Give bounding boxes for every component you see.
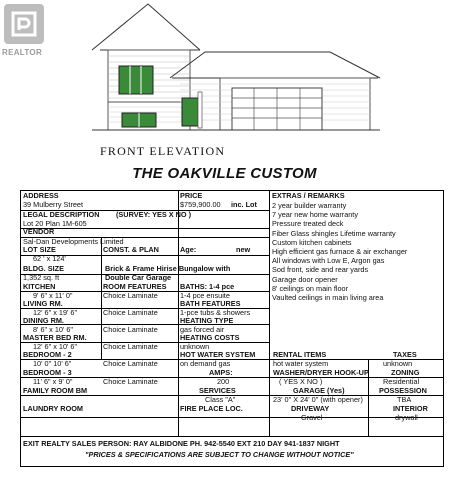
heating-type-value: gas forced air — [180, 325, 225, 334]
master-bedroom-label: MASTER BED RM. — [23, 333, 87, 342]
bath-features-value: 1-pce tubs & showers — [180, 308, 251, 317]
vendor-value: Sal-Dan Developments Limited — [23, 237, 124, 246]
age-label: Age: — [180, 245, 197, 254]
extras-item: 8' ceilings on main floor — [272, 283, 349, 293]
taxes-value: unknown — [383, 359, 413, 368]
bedroom-2-label: BEDROOM - 2 — [23, 350, 72, 359]
kitchen-features: Choice Laminate — [103, 291, 158, 300]
kitchen-label: KITCHEN — [23, 282, 56, 291]
bldg-size-value: 1,352 sq. ft — [23, 273, 60, 282]
room-features-label: ROOM FEATURES — [103, 282, 167, 291]
extras-item: Fiber Glass shingles Lifetime warranty — [272, 228, 396, 238]
living-room-size: 12' 6" x 19' 6" — [33, 308, 78, 317]
construction-line-2: Double Car Garage — [105, 273, 172, 282]
bedroom-3-label: BEDROOM - 3 — [23, 368, 72, 377]
kitchen-size: 9' 6" x 11' 0" — [33, 291, 73, 300]
possession-label: POSSESSION — [379, 386, 427, 395]
age-value: new — [236, 245, 251, 254]
driveway-label: DRIVEWAY — [291, 404, 330, 413]
extras-item: Custom kitchen cabinets — [272, 237, 352, 247]
extras-remarks-label: EXTRAS / REMARKS — [272, 191, 345, 200]
extras-item: 7 year new home warranty — [272, 210, 358, 220]
garage-value: 23' 0" X 24' 0" (with opener) — [273, 395, 363, 404]
hot-water-value: on demand gas — [180, 359, 231, 368]
baths-value: 1-4 pce ensuite — [180, 291, 230, 300]
bldg-size-label: BLDG. SIZE — [23, 264, 64, 273]
driveway-value: Gravel — [301, 413, 323, 422]
spec-sheet — [20, 190, 444, 467]
realtor-logo-icon — [4, 4, 44, 44]
lot-size-label: LOT SIZE — [23, 245, 56, 254]
bedroom-3-size: 11' 6" x 9' 0" — [33, 377, 73, 386]
bedroom-3-features: Choice Laminate — [103, 377, 158, 386]
extras-item: Garage door opener — [272, 274, 338, 284]
extras-item: Vaulted ceilings in main living area — [272, 293, 384, 302]
heating-type-label: HEATING TYPE — [180, 316, 234, 325]
address-value: 39 Mulberry Street — [23, 200, 84, 209]
washer-dryer-label: WASHER/DRYER HOOK-UP — [273, 368, 369, 377]
interior-value: drywall — [395, 413, 418, 422]
family-room-label: FAMILY ROOM BM — [23, 386, 88, 395]
master-bedroom-features: Choice Laminate — [103, 342, 158, 351]
possession-value: TBA — [397, 395, 412, 404]
extras-item: Sod front, side and rear yards — [272, 265, 369, 275]
dining-room-features: Choice Laminate — [103, 325, 158, 334]
amps-label: AMPS: — [209, 368, 233, 377]
baths-label: BATHS: 1-4 pce — [180, 282, 235, 291]
services-label: SERVICES — [199, 386, 236, 395]
address-label: ADDRESS — [23, 191, 59, 200]
fireplace-label: FIRE PLACE LOC. — [180, 404, 243, 413]
rental-items-value: hot water system — [273, 359, 329, 368]
bedroom-2-features: Choice Laminate — [103, 359, 158, 368]
living-room-label: LIVING RM. — [23, 299, 63, 308]
extras-item: 2 year builder warranty — [272, 201, 347, 210]
taxes-label: TAXES — [393, 350, 417, 359]
zoning-value: Residential — [383, 377, 420, 386]
laundry-room-label: LAUNDRY ROOM — [23, 404, 83, 413]
rental-items-label: RENTAL ITEMS — [273, 350, 327, 359]
living-room-features: Choice Laminate — [103, 308, 158, 317]
hot-water-label: HOT WATER SYSTEM — [180, 350, 256, 359]
dining-room-label: DINING RM. — [23, 316, 64, 325]
zoning-label: ZONING — [391, 368, 420, 377]
garage-label: GARAGE (Yes) — [293, 386, 345, 395]
extras-item: Pressure treated deck — [272, 219, 344, 229]
realtor-watermark — [0, 0, 48, 62]
plan-title: THE OAKVILLE CUSTOM — [132, 165, 317, 182]
legal-description-value: Lot 20 Plan 1M-605 — [23, 219, 87, 228]
legal-description-label: LEGAL DESCRIPTION — [23, 210, 100, 219]
extras-item: High efficient gas furnace & air exchanger — [272, 247, 408, 256]
sales-person-footer: EXIT REALTY SALES PERSON: RAY ALBIDONE PH. 942-5540 EXT 210 DAY 941-1837 NIGHT — [23, 439, 340, 448]
realtor-brand-text: REALTOR — [2, 48, 43, 57]
amps-value: 200 — [217, 377, 230, 386]
interior-label: INTERIOR — [393, 404, 428, 413]
services-value: Class "A" — [205, 395, 236, 404]
heating-costs-value: unknown — [180, 342, 210, 351]
master-bedroom-size: 12' 6" x 10' 6" — [33, 342, 78, 351]
extras-item: All windows with Low E, Argon gas — [272, 256, 385, 266]
construction-line-1: Brick & Frame Hirise Bungalow with — [105, 264, 231, 273]
const-plan-label: CONST. & PLAN — [103, 245, 159, 254]
dining-room-size: 8' 6" x 10' 6" — [33, 325, 74, 334]
price-value: $759,900.00 — [180, 200, 221, 209]
house-elevation-drawing — [0, 0, 449, 135]
price-note: inc. Lot — [231, 200, 257, 209]
vendor-label: VENDOR — [23, 227, 55, 236]
price-label: PRICE — [180, 191, 203, 200]
bath-features-label: BATH FEATURES — [180, 299, 241, 308]
lot-size-value: 62 ' x 124' — [33, 254, 66, 263]
bedroom-2-size: 10' 0" 10' 6" — [33, 359, 72, 368]
front-elevation-label: FRONT ELEVATION — [100, 144, 226, 158]
disclaimer: "PRICES & SPECIFICATIONS ARE SUBJECT TO CHANGE WITHOUT NOTICE" — [85, 450, 354, 459]
survey-value: (SURVEY: YES X NO ) — [116, 210, 192, 219]
washer-dryer-value: ( YES X NO ) — [279, 377, 323, 386]
heating-costs-label: HEATING COSTS — [180, 333, 240, 342]
